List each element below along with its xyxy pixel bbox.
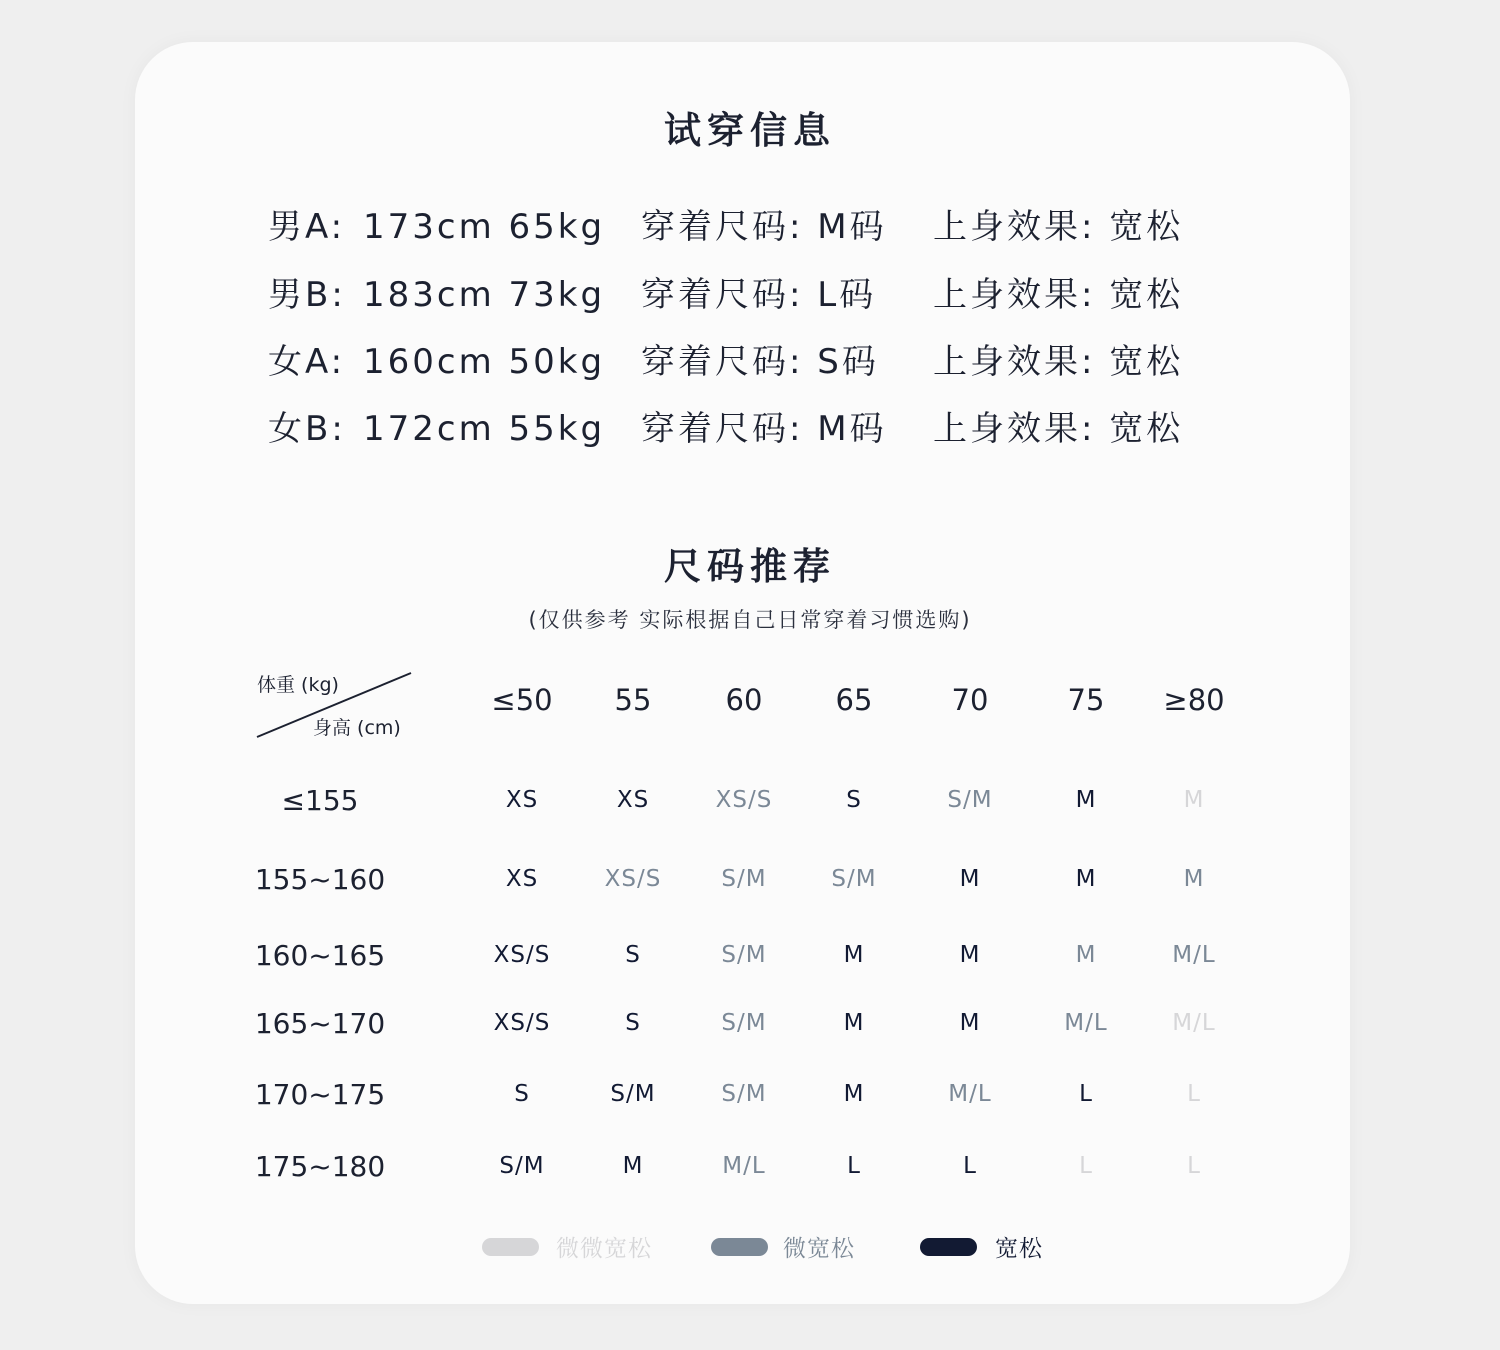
corner-height-label: 身高 (cm) <box>313 717 401 739</box>
size-cell: S <box>625 942 641 968</box>
trial-body: 160cm 50kg <box>363 342 606 382</box>
trial-body: 172cm 55kg <box>363 409 606 449</box>
size-cell: XS <box>616 787 650 813</box>
size-cell: M <box>1183 866 1205 892</box>
weight-header: 75 <box>1067 683 1105 717</box>
size-cell: L <box>1079 1153 1093 1179</box>
size-cell: M/L <box>1172 1010 1216 1036</box>
trial-effect: 上身效果: 宽松 <box>933 409 1184 449</box>
size-cell: XS/S <box>493 942 551 968</box>
size-cell: S <box>846 787 862 813</box>
reference-note: (仅供参考 实际根据自己日常穿着习惯选购) <box>528 608 972 632</box>
height-header: 175~180 <box>254 1150 386 1183</box>
size-cell: S/M <box>721 942 767 968</box>
trial-size: 穿着尺码: L码 <box>641 275 877 315</box>
size-cell: XS <box>505 866 539 892</box>
size-cell: M/L <box>722 1153 766 1179</box>
trial-size: 穿着尺码: M码 <box>641 207 887 247</box>
trial-size: 穿着尺码: M码 <box>641 409 887 449</box>
size-cell: L <box>963 1153 977 1179</box>
size-cell: S/M <box>721 1010 767 1036</box>
size-cell: S/M <box>947 787 993 813</box>
size-cell: M <box>959 942 981 968</box>
trial-effect: 上身效果: 宽松 <box>933 207 1184 247</box>
weight-header: 65 <box>835 683 873 717</box>
size-cell: S/M <box>610 1081 656 1107</box>
size-cell: M <box>959 1010 981 1036</box>
legend-swatch <box>482 1238 539 1256</box>
size-recommend-title: 尺码推荐 <box>664 545 836 588</box>
weight-header: ≤50 <box>491 683 553 717</box>
trial-person: 女A: <box>268 342 346 382</box>
corner-weight-label: 体重 (kg) <box>257 674 339 696</box>
size-cell: M/L <box>948 1081 992 1107</box>
corner-diagonal-divider <box>255 670 415 740</box>
size-cell: XS/S <box>715 787 773 813</box>
height-header: ≤155 <box>281 784 359 817</box>
size-cell: M <box>1075 787 1097 813</box>
size-cell: XS/S <box>604 866 662 892</box>
trial-effect: 上身效果: 宽松 <box>933 275 1184 315</box>
weight-header: 60 <box>725 683 763 717</box>
size-cell: M/L <box>1064 1010 1108 1036</box>
size-cell: S <box>625 1010 641 1036</box>
legend-swatch <box>711 1238 768 1256</box>
size-cell: XS/S <box>493 1010 551 1036</box>
trial-person: 女B: <box>268 409 346 449</box>
height-header: 170~175 <box>254 1078 386 1111</box>
trial-body: 183cm 73kg <box>363 275 606 315</box>
trial-person: 男A: <box>268 207 346 247</box>
size-cell: L <box>847 1153 861 1179</box>
weight-header: 55 <box>614 683 652 717</box>
size-cell: L <box>1187 1081 1201 1107</box>
size-cell: S/M <box>721 866 767 892</box>
size-cell: S/M <box>721 1081 767 1107</box>
height-header: 155~160 <box>254 863 386 896</box>
size-cell: L <box>1187 1153 1201 1179</box>
size-cell: M <box>843 1081 865 1107</box>
size-cell: M <box>843 1010 865 1036</box>
height-header: 165~170 <box>254 1007 386 1040</box>
size-cell: XS <box>505 787 539 813</box>
trial-size: 穿着尺码: S码 <box>641 342 879 382</box>
size-cell: M <box>622 1153 644 1179</box>
trial-info-title: 试穿信息 <box>664 109 836 152</box>
height-header: 160~165 <box>254 939 386 972</box>
size-cell: M/L <box>1172 942 1216 968</box>
size-cell: M <box>1183 787 1205 813</box>
size-cell: L <box>1079 1081 1093 1107</box>
weight-header: 70 <box>951 683 989 717</box>
legend-label: 微微宽松 <box>556 1236 652 1262</box>
size-cell: M <box>843 942 865 968</box>
legend-label: 宽松 <box>995 1236 1043 1262</box>
legend-swatch <box>920 1238 977 1256</box>
size-cell: S <box>514 1081 530 1107</box>
size-cell: M <box>959 866 981 892</box>
weight-header: ≥80 <box>1163 683 1225 717</box>
trial-person: 男B: <box>268 275 346 315</box>
trial-body: 173cm 65kg <box>363 207 606 247</box>
legend-label: 微宽松 <box>783 1236 855 1262</box>
size-cell: S/M <box>499 1153 545 1179</box>
size-cell: S/M <box>831 866 877 892</box>
trial-effect: 上身效果: 宽松 <box>933 342 1184 382</box>
size-cell: M <box>1075 942 1097 968</box>
size-cell: M <box>1075 866 1097 892</box>
